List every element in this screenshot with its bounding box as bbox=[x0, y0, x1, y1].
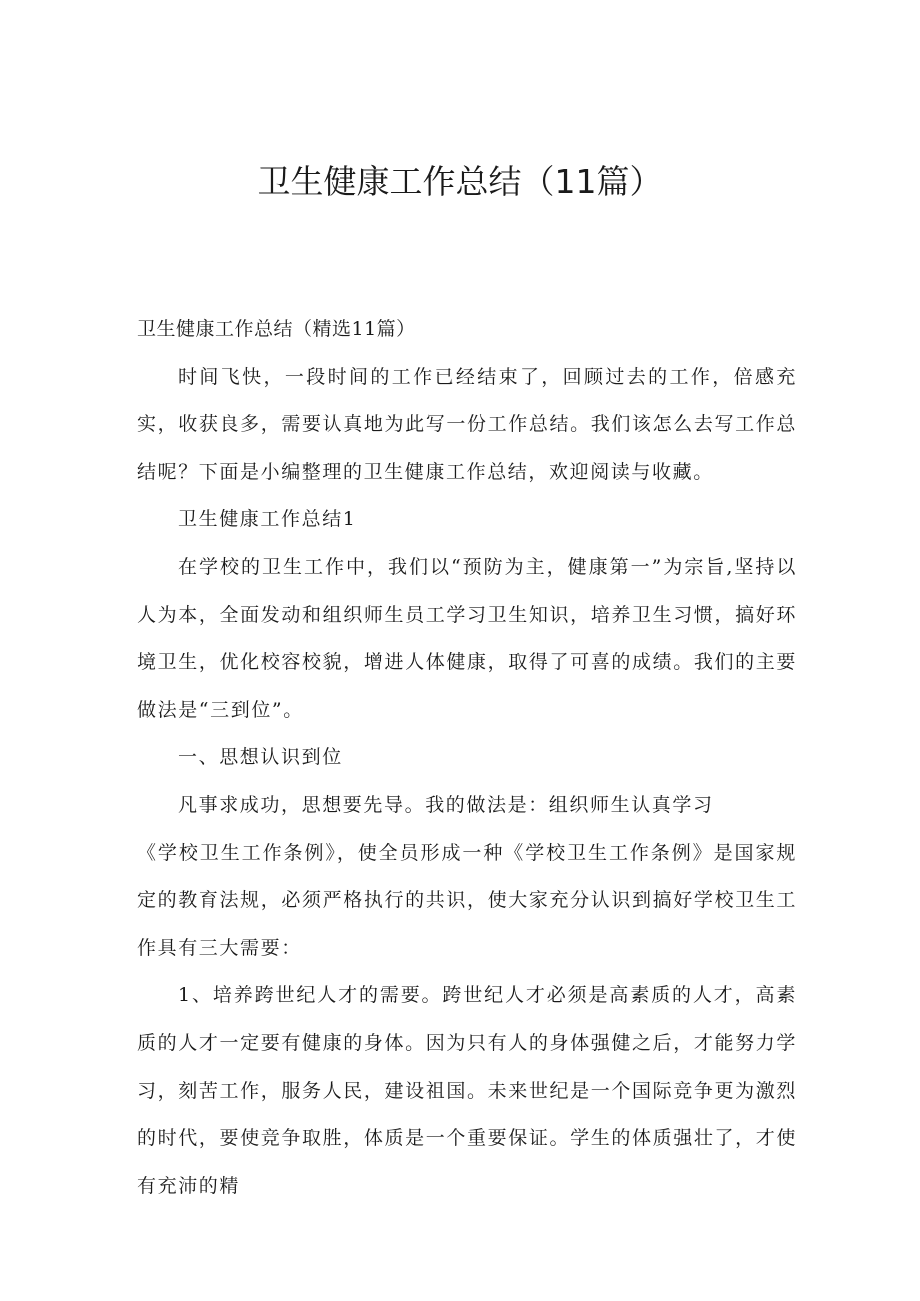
section-heading: 卫生健康工作总结1 bbox=[178, 508, 357, 531]
subsection-heading: 一、思想认识到位 bbox=[178, 746, 343, 769]
body-paragraph: 1、培养跨世纪人才的需要。跨世纪人才必须是高素质的人才，高素质的人才一定要有健康的身体。因为只有人的身体强健之后，才能努力学习，刻苦工作，服务人民，建设祖国。未来世纪是一个国际竞争更为激烈的时代，要使竞争取胜，体质是一个重要保证。学生的体质强壮了，才使有充沛的精 bbox=[137, 984, 797, 1197]
document-title: 卫生健康工作总结（11篇） bbox=[257, 162, 663, 201]
document-body bbox=[137, 306, 797, 1210]
document-subtitle: 卫生健康工作总结（精选11篇） bbox=[137, 318, 416, 340]
intro-paragraph: 时间飞快，一段时间的工作已经结束了，回顾过去的工作，倍感充实，收获良多，需要认真地为此写一份工作总结。我们该怎么去写工作总结呢？下面是小编整理的卫生健康工作总结，欢迎阅读与收藏。 bbox=[137, 365, 797, 483]
body-paragraph: 在学校的卫生工作中，我们以“预防为主，健康第一”为宗旨,坚持以人为本，全面发动和组织师生员工学习卫生知识，培养卫生习惯，搞好环境卫生，优化校容校貌，增进人体健康，取得了可喜的成绩。我们的主要做法是“三到位”。 bbox=[137, 555, 797, 721]
body-paragraph: 凡事求成功，思想要先导。我的做法是：组织师生认真学习 bbox=[178, 793, 714, 816]
body-paragraph: 《学校卫生工作条例》，使全员形成一种《学校卫生工作条例》是国家规定的教育法规，必须严格执行的共识，使大家充分认识到搞好学校卫生工作具有三大需要： bbox=[137, 841, 797, 959]
